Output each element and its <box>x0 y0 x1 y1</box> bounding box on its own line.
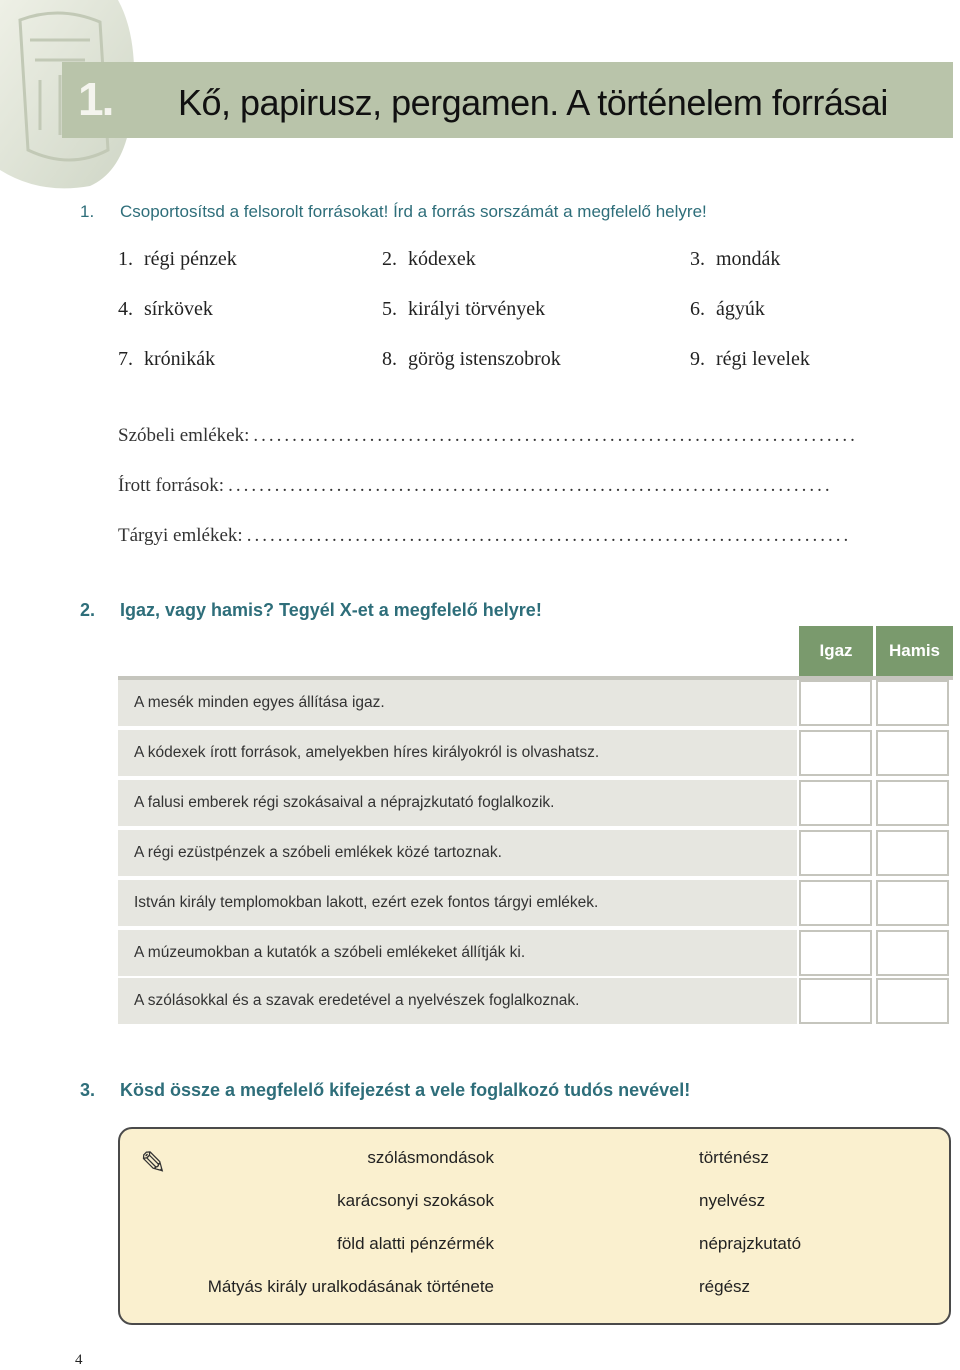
pencil-icon: ✎ <box>140 1145 167 1181</box>
match-term-left[interactable]: Mátyás király uralkodásának története <box>207 1277 494 1296</box>
task1-heading <box>80 202 707 222</box>
answer-cell-true[interactable] <box>799 680 872 726</box>
task3-number: 3. <box>80 1080 96 1100</box>
answer-cell-false[interactable] <box>876 830 949 876</box>
statement-row: A falusi emberek régi szokásaival a néprajzkutató foglalkozik. <box>118 780 797 826</box>
source-item: 6. ágyúk <box>690 298 765 320</box>
column-header-true: Igaz <box>799 626 873 676</box>
category-label: Tárgyi emlékek: <box>118 525 247 546</box>
statement-row: A régi ezüstpénzek a szóbeli emlékek közé tartoznak. <box>118 830 797 876</box>
source-item: 1. régi pénzek <box>118 248 237 270</box>
source-item: 2. kódexek <box>382 248 476 270</box>
source-item: 9. régi levelek <box>690 348 810 370</box>
chapter-number: 1. <box>78 73 113 125</box>
source-item: 4. sírkövek <box>118 298 213 320</box>
source-item: 5. királyi törvények <box>382 298 546 320</box>
task2-instruction: Igaz, vagy hamis? Tegyél X-et a megfelelő helyre! <box>120 600 542 620</box>
fill-line-oral[interactable]: Szóbeli emlékek: .............................................................................. <box>118 425 858 446</box>
match-term-right[interactable]: történész <box>699 1148 769 1167</box>
source-item: 7. krónikák <box>118 348 216 370</box>
answer-cell-true[interactable] <box>799 780 872 826</box>
page-number: 4 <box>75 1352 83 1368</box>
match-term-right[interactable]: nyelvész <box>699 1191 766 1210</box>
statement-row: A szólásokkal és a szavak eredetével a nyelvészek foglalkoznak. <box>118 978 797 1024</box>
task2-heading <box>80 600 542 621</box>
chapter-header <box>62 62 953 138</box>
match-term-right[interactable]: néprajzkutató <box>699 1234 802 1253</box>
match-term-right[interactable]: régész <box>699 1277 751 1296</box>
answer-cell-false[interactable] <box>876 978 949 1024</box>
task3-instruction: Kösd össze a megfelelő kifejezést a vele foglalkozó tudós nevével! <box>120 1080 691 1100</box>
statement-row: István király templomokban lakott, ezért ezek fontos tárgyi emlékek. <box>118 880 797 926</box>
chapter-title: Kő, papirusz, pergamen. A történelem forrásai <box>178 82 888 123</box>
answer-cell-false[interactable] <box>876 730 949 776</box>
answer-cell-true[interactable] <box>799 830 872 876</box>
answer-cell-true[interactable] <box>799 930 872 976</box>
column-header-false: Hamis <box>876 626 953 676</box>
source-item: 3. mondák <box>690 248 781 270</box>
match-term-left[interactable]: föld alatti pénzérmék <box>337 1234 494 1253</box>
answer-cell-true[interactable] <box>799 730 872 776</box>
answer-cell-true[interactable] <box>799 880 872 926</box>
task1-instruction: Csoportosítsd a felsorolt forrásokat! Írd a forrás sorszámát a megfelelő helyre! <box>120 202 707 221</box>
answer-cell-true[interactable] <box>799 978 872 1024</box>
statement-row: A kódexek írott források, amelyekben híres királyokról is olvashatsz. <box>118 730 797 776</box>
source-item: 8. görög istenszobrok <box>382 348 561 370</box>
category-label: Szóbeli emlékek: <box>118 425 253 446</box>
statement-row: A múzeumokban a kutatók a szóbeli emlékeket állítják ki. <box>118 930 797 976</box>
category-label: Írott források: <box>118 475 228 496</box>
task2-number: 2. <box>80 600 96 620</box>
fill-line-written[interactable]: Írott források: .............................................................................. <box>118 475 833 496</box>
answer-cell-false[interactable] <box>876 780 949 826</box>
statement-row: A mesék minden egyes állítása igaz. <box>118 680 797 726</box>
task3-heading <box>80 1080 690 1101</box>
answer-cell-false[interactable] <box>876 930 949 976</box>
answer-cell-false[interactable] <box>876 880 949 926</box>
match-term-left[interactable]: szólásmondások <box>367 1148 494 1167</box>
answer-cell-false[interactable] <box>876 680 949 726</box>
match-term-left[interactable]: karácsonyi szokások <box>337 1191 494 1210</box>
task1-number: 1. <box>80 202 95 221</box>
fill-line-material[interactable]: Tárgyi emlékek: .............................................................................. <box>118 525 852 546</box>
